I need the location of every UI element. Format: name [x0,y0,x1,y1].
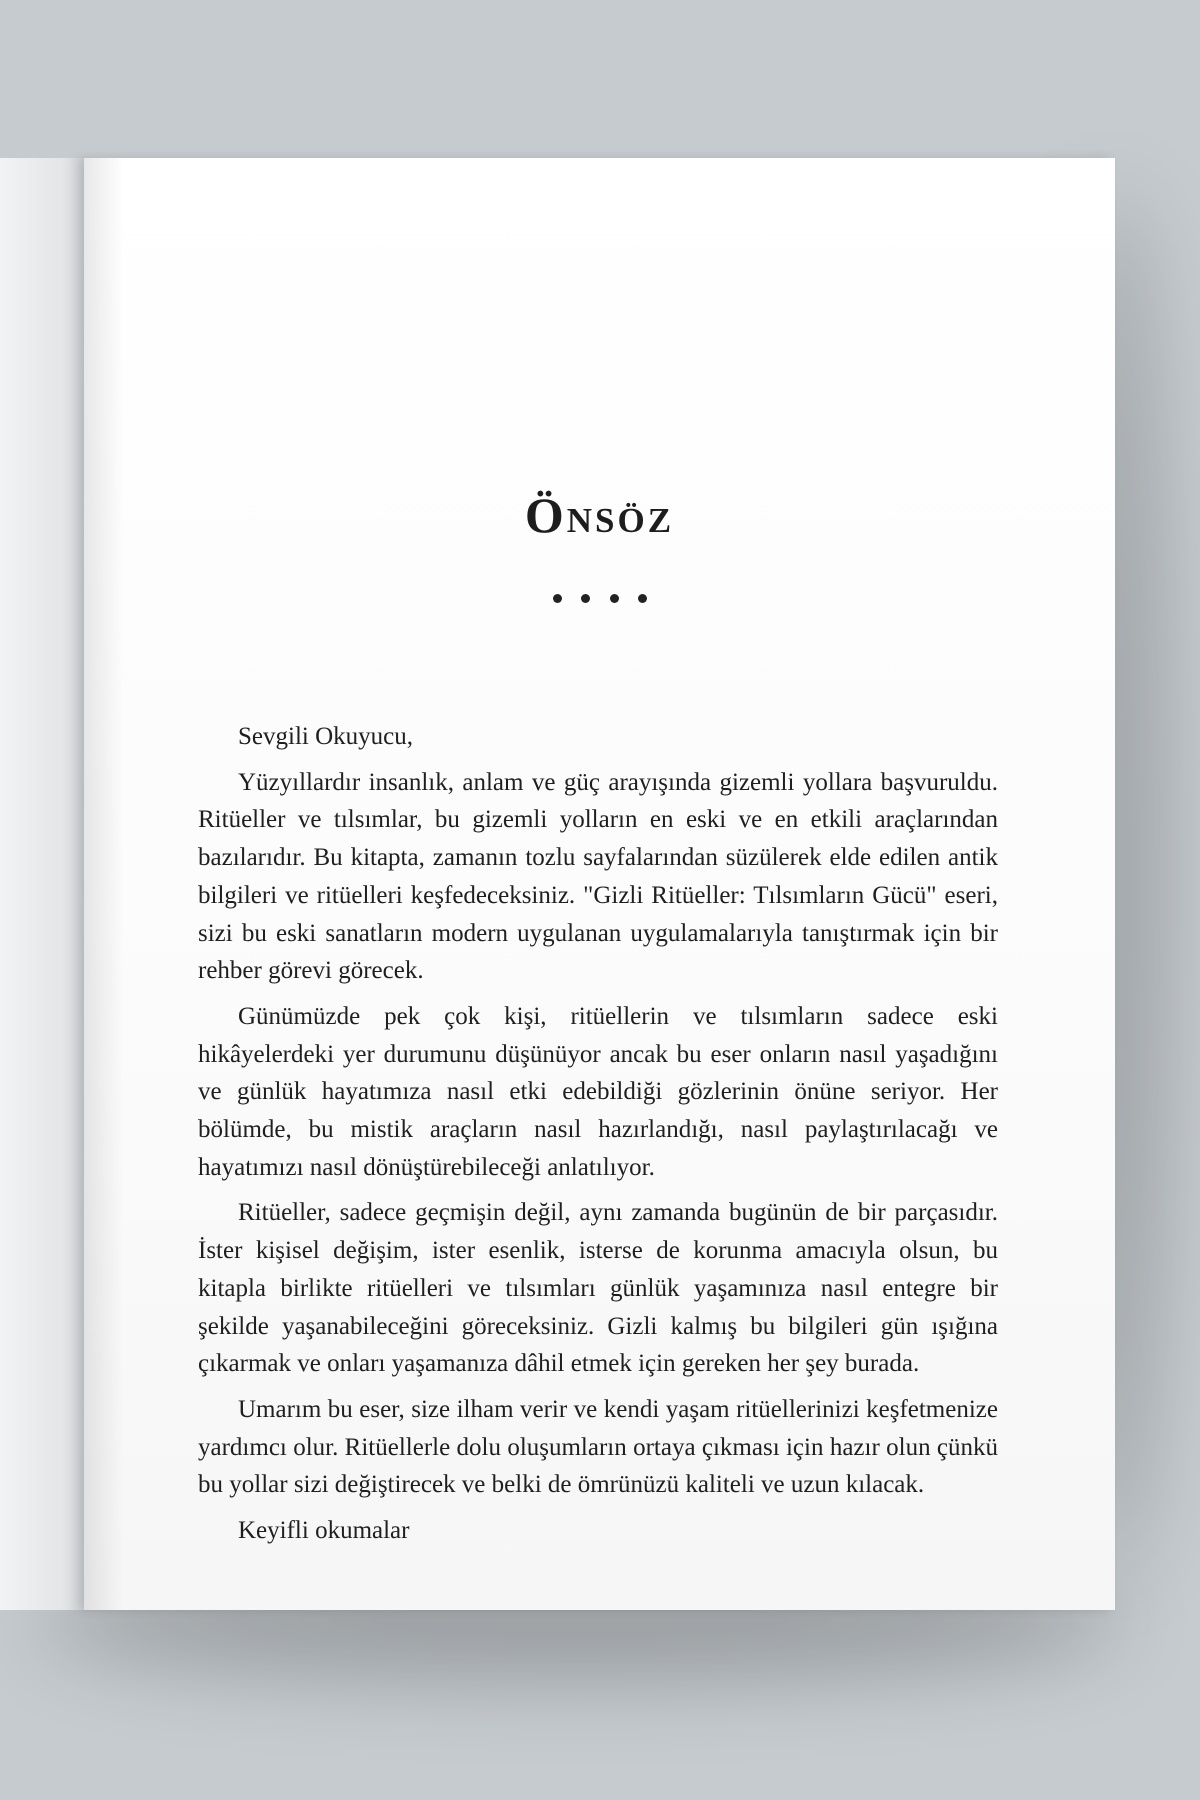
ornament-dot [610,594,619,603]
closing: Keyifli okumalar [238,1517,410,1545]
ornament-dot [553,594,562,603]
spine-shading [84,158,124,1610]
greeting: Sevgili Okuyucu, [238,723,413,750]
body-text [198,718,998,1558]
ornament-dot [581,594,590,603]
paragraph: Umarım bu eser, size ilham verir ve kendi yaşam ritüellerinizi keşfetmenize yardımcı olur. Ritüellerle dolu oluşumların ortaya çıkması için hazır olun çünkü bu yollar sizi değiştirecek ve belki de ömrünüzü kaliteli ve uzun kılacak. [198,1395,998,1499]
page-title: Önsöz [524,487,675,543]
ornament-dot [638,594,647,603]
previous-page-edge [0,158,90,1610]
paragraph: Günümüzde pek çok kişi, ritüellerin ve tılsımların sadece eski hikâyelerdeki yer durumunu düşünüyor ancak bu eser onların nasıl yaşadığını ve günlük hayatımıza nasıl etki edebildiği gözlerinin önüne seriyor. Her bölümde, bu mistik araçların nasıl hazırlandığı, nasıl paylaştırılacağı ve hayatımızı nasıl dönüştürebileceği anlatılıyor. [198,1002,998,1181]
book-page [84,158,1115,1610]
paragraph: Ritüeller, sadece geçmişin değil, aynı zamanda bugünün de bir parçasıdır. İster kişisel değişim, ister esenlik, isterse de korunma amacıyla olsun, bu kitapla birlikte ritüelleri ve tılsımları günlük yaşamınıza nasıl entegre bir şekilde yaşanabileceğini göreceksiniz. Gizli kalmış bu bilgileri gün ışığına çıkarmak ve onları yaşamanıza dâhil etmek için gereken her şey burada. [198,1199,998,1378]
ornament-dots [553,594,647,603]
paragraph: Yüzyıllardır insanlık, anlam ve güç arayışında gizemli yollara başvuruldu. Ritüeller ve tılsımlar, bu gizemli yolların en eski ve en etkili araçlarından bazılarıdır. Bu kitapta, zamanın tozlu sayfalarından süzülerek elde edilen antik bilgileri ve ritüelleri keşfedeceksiniz. "Gizli Ritüeller: Tılsımların Gücü" eseri, sizi bu eski sanatların modern uygulanan uygulamalarıyla tanıştırmak için bir rehber görevi görecek. [198,768,998,985]
